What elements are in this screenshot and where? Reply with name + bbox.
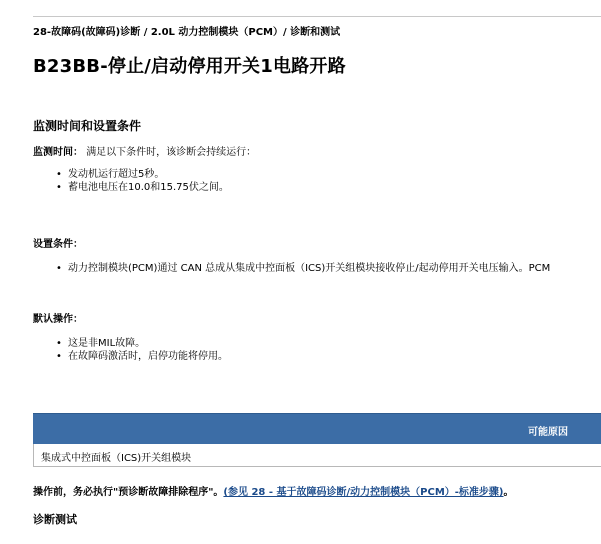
list-item: • 发动机运行超过5秒。 xyxy=(56,169,165,180)
set-conditions-heading: 设置条件： xyxy=(33,239,83,250)
monitor-time-paragraph xyxy=(33,143,256,158)
table-row xyxy=(33,444,601,467)
table-header-label: 可能原因 xyxy=(528,427,568,438)
table-header xyxy=(33,413,601,444)
precaution-end: 。 xyxy=(503,487,514,498)
breadcrumb: 28-故障码(故障码)诊断 / 2.0L 动力控制模块（PCM）/ 诊断和测试 xyxy=(33,27,341,38)
default-action-list xyxy=(56,337,228,363)
diagnostic-test-heading: 诊断测试 xyxy=(33,513,77,526)
monitor-section-heading: 监测时间和设置条件 xyxy=(33,119,142,133)
precaution-text: 操作前，务必执行"预诊断故障排除程序"。 xyxy=(33,487,224,498)
list-item: • 动力控制模块(PCM)通过 CAN 总成从集成中控面板（ICS)开关组模块接收停止/起动停用开关电压输入。PCM xyxy=(56,263,551,274)
precaution-note xyxy=(33,483,514,498)
list-item: • 蓄电池电压在10.0和15.75伏之间。 xyxy=(56,182,229,193)
monitor-conditions-list xyxy=(56,168,229,194)
page-title: B23BB-停止/启动停用开关1电路开路 xyxy=(33,56,346,77)
procedure-link[interactable]: (参见 28 - 基于故障码诊断/动力控制模块（PCM）-标准步骤) xyxy=(223,487,504,498)
set-conditions-list xyxy=(56,262,550,275)
list-item: • 在故障码激活时，启停功能将停用。 xyxy=(56,351,228,362)
possible-causes-table xyxy=(33,413,601,467)
table-cell: 集成式中控面板（ICS)开关组模块 xyxy=(41,453,192,464)
monitor-time-label: 监测时间： xyxy=(33,147,83,158)
top-divider xyxy=(33,16,601,17)
list-item: • 这是非MIL故障。 xyxy=(56,338,146,349)
monitor-time-text: 满足以下条件时，该诊断会持续运行： xyxy=(86,147,257,158)
default-action-heading: 默认操作： xyxy=(33,314,83,325)
